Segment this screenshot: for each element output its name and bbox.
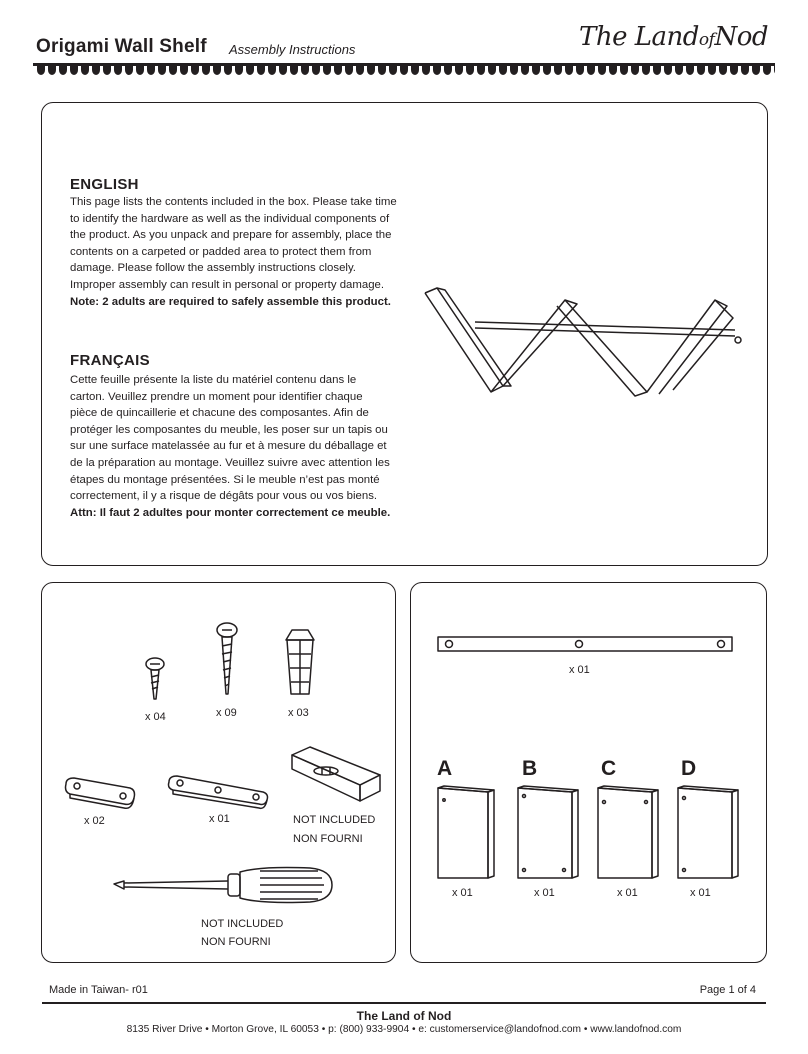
french-line: carton. Veuillez prendre un moment pour identifier chaque: [70, 390, 363, 403]
french-note: Attn: Il faut 2 adultes pour monter correctement ce meuble.: [70, 506, 391, 519]
wall-anchor-icon: [283, 626, 317, 698]
english-heading: ENGLISH: [70, 176, 139, 193]
screwdriver-non-fourni-label: NON FOURNI: [201, 936, 271, 948]
panel-b-icon: [516, 784, 580, 882]
panel-b-quantity: x 01: [534, 887, 555, 899]
scalloped-divider: [33, 63, 775, 79]
mounting-rail-icon: [436, 633, 736, 655]
product-title: Origami Wall Shelf: [36, 36, 207, 57]
french-line: pièce de quincaillerie et chacune des composantes. Afin de: [70, 407, 369, 420]
panel-d-icon: [676, 784, 740, 882]
french-line: protéger les composantes du meuble, les poser sur un tapis ou: [70, 423, 388, 436]
shelf-illustration: [415, 278, 755, 398]
panel-c-quantity: x 01: [617, 887, 638, 899]
page-number: Page 1 of 4: [699, 984, 756, 996]
mounting-rail-quantity: x 01: [569, 664, 590, 676]
panel-c-icon: [596, 784, 660, 882]
panel-a-icon: [436, 784, 496, 882]
wall-anchor-quantity: x 03: [288, 707, 309, 719]
brand-logo-part2: of: [698, 30, 715, 50]
panel-a-quantity: x 01: [452, 887, 473, 899]
long-screw-icon: [212, 620, 242, 698]
long-plate-icon: [163, 772, 273, 812]
long-plate-quantity: x 01: [209, 813, 230, 825]
panel-d-letter: D: [681, 757, 697, 780]
french-text: [70, 372, 415, 521]
short-screw-quantity: x 04: [145, 711, 166, 723]
english-note: Note: 2 adults are required to safely assemble this product.: [70, 295, 391, 308]
french-heading: FRANÇAIS: [70, 352, 150, 369]
english-line: Improper assembly can result in personal or property damage.: [70, 278, 385, 291]
footer-company-name: The Land of Nod: [356, 1009, 452, 1023]
footer-divider: [42, 1002, 766, 1004]
english-line: to identify the hardware as well as the individual components of: [70, 212, 390, 225]
footer-contact-info: 8135 River Drive • Morton Grove, IL 60053 • p: (800) 933-9904 • e: customerservice@landofnod.com • www.landofnod.com: [126, 1024, 682, 1035]
level-non-fourni-label: NON FOURNI: [293, 833, 363, 845]
panel-a-letter: A: [437, 757, 453, 780]
panel-b-letter: B: [522, 757, 538, 780]
brand-logo: [579, 22, 768, 52]
short-plate-icon: [60, 772, 140, 812]
french-line: correctement, il y a risque de dégâts pour vous ou vos biens.: [70, 490, 378, 503]
english-line: the product. As you unpack and prepare for assembly, place the: [70, 229, 392, 242]
french-line: étapes du montage présentées. Si le meuble n’est pas monté: [70, 473, 380, 486]
brand-logo-part1: The Land: [579, 22, 699, 52]
french-line: sur une surface matelassée au fur et à mesure du déballage et: [70, 440, 387, 453]
short-plate-quantity: x 02: [84, 815, 105, 827]
document-type: Assembly Instructions: [229, 42, 356, 57]
panel-d-quantity: x 01: [690, 887, 711, 899]
brand-logo-part3: Nod: [714, 22, 768, 52]
screwdriver-not-included-label: NOT INCLUDED: [201, 918, 284, 930]
english-line: damage. Please follow the assembly instructions closely.: [70, 262, 356, 275]
long-screw-quantity: x 09: [216, 707, 237, 719]
english-text: [70, 194, 415, 310]
screwdriver-icon: [110, 862, 335, 912]
english-line: contents on a carpeted or padded area to protect them from: [70, 245, 372, 258]
level-not-included-label: NOT INCLUDED: [293, 814, 376, 826]
made-in-label: Made in Taiwan- r01: [49, 984, 148, 996]
spirit-level-icon: [286, 745, 384, 807]
french-line: de la préparation au montage. Veuillez suivre avec attention les: [70, 456, 390, 469]
french-line: Cette feuille présente la liste du matériel contenu dans le: [70, 374, 357, 386]
panel-c-letter: C: [601, 757, 617, 780]
english-line: This page lists the contents included in the box. Please take time: [70, 196, 397, 208]
short-screw-icon: [140, 655, 170, 705]
